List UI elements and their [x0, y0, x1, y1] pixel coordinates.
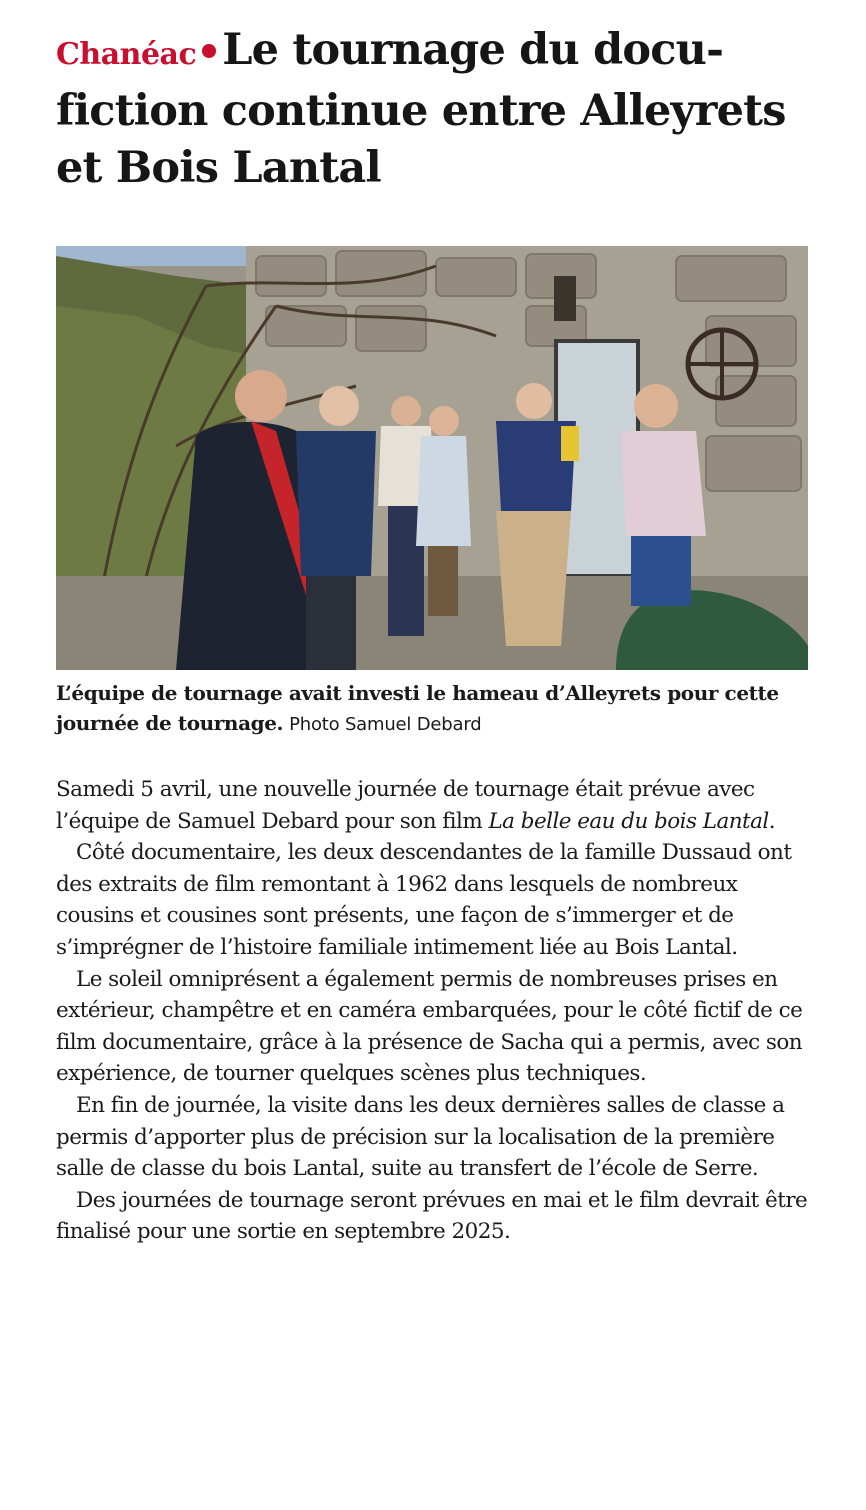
photo-credit: Photo Samuel Debard	[289, 714, 482, 735]
article-photo	[56, 246, 808, 670]
caption-text: L’équipe de tournage avait investi le hameau d’Alleyrets pour cette journée de tournage.	[56, 681, 779, 735]
paragraph-2: Côté documentaire, les deux descendantes de la famille Dussaud ont des extraits de film remontant à 1962 dans lesquels de nombreux cousins et cousines sont présents, une façon de s’immerger et de s’imprégner de l’histoire familiale intimement liée au Bois Lantal.	[56, 840, 792, 960]
paragraph-1-end: .	[768, 808, 776, 834]
paragraph-5: Des journées de tournage seront prévues en mai et le film devrait être finalisé pour une sortie en septembre 2025.	[56, 1187, 808, 1245]
paragraph-1	[56, 774, 816, 837]
article-headline	[56, 22, 836, 197]
film-title: La belle eau du bois Lantal	[488, 808, 769, 834]
paragraph-1-text: Samedi 5 avril, une nouvelle journée de tournage était prévue avec l’équipe de Samuel Debard pour son film	[56, 777, 755, 834]
paragraph-4: En fin de journée, la visite dans les deux dernières salles de classe a permis d’apporter plus de précision sur la localisation de la première salle de classe du bois Lantal, suite au transfert de l’école de Serre.	[56, 1092, 785, 1182]
headline-text: Le tournage du docu-fiction continue entre Alleyrets et Bois Lantal	[56, 25, 786, 193]
paragraph-3: Le soleil omniprésent a également permis de nombreuses prises en extérieur, champêtre et en caméra embarquées, pour le côté fictif de ce film documentaire, grâce à la présence de Sacha qui a permis, avec son expérience, de tourner quelques scènes plus techniques.	[56, 966, 803, 1087]
location-kicker: Chanéac	[56, 37, 197, 72]
kicker-dot-icon	[202, 44, 216, 58]
article-body	[56, 774, 816, 1248]
photo-caption	[56, 678, 816, 740]
